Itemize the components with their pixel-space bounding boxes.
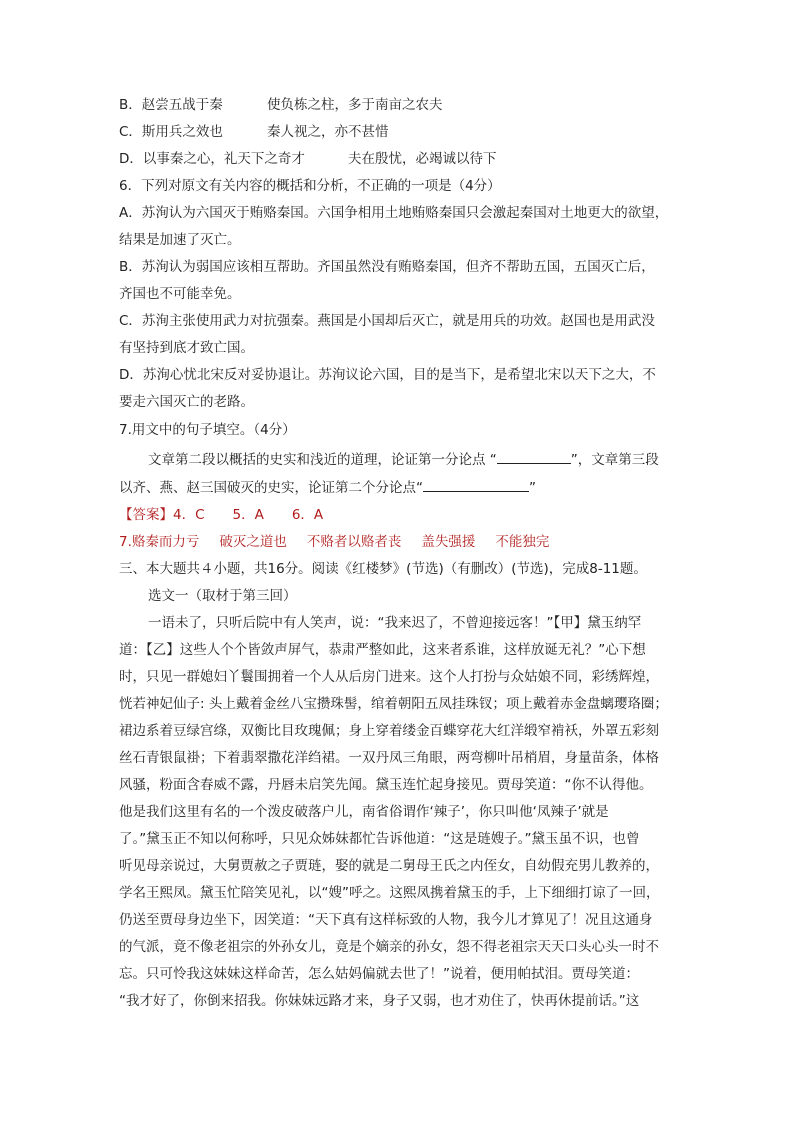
passage-line: 一语未了，只听后院中有人笑声，说：“我来迟了，不曾迎接远客！”【甲】黛玉纳罕 xyxy=(148,615,642,631)
passage-line: 了。”黛玉正不知以何称呼，只见众姊妹都忙告诉他道：“这是琏嫂子。”黛玉虽不识，也曾 xyxy=(119,831,640,847)
passage-line: 丝石青银鼠褂；下着翡翠撒花洋绉裙。一双丹凤三角眼，两弯柳叶吊梢眉，身量苗条，体格 xyxy=(119,750,659,766)
passage-line: 恍若神妃仙子: 头上戴着金丝八宝攒珠髻，绾着朝阳五凤挂珠钗；项上戴着赤金盘螭璎珞圈； xyxy=(119,696,668,712)
passage-line: 他是我们这里有名的一个泼皮破落户儿，南省俗谓作‘辣子’，你只叫他‘凤辣子’就是 xyxy=(119,804,609,820)
q6-line: B．苏洵认为弱国应该相互帮助。齐国虽然没有贿赂秦国，但齐不帮助五国，五国灭亡后， xyxy=(119,259,655,275)
q7-text-2b: ” xyxy=(529,480,536,496)
passage-line: 时，只见一群媳妇丫鬟围拥着一个人从后房门进来。这个人打扮与众姑娘不同，彩绣辉煌， xyxy=(119,669,659,685)
q6-line: 有坚持到底才致亡国。 xyxy=(119,340,254,356)
passage-line: 的气派，竟不像老祖宗的外孙女儿，竟是个嫡亲的孙女，怨不得老祖宗天天口头心头一时不 xyxy=(119,939,659,955)
option-d-left: D．以事秦之心，礼天下之奇才 xyxy=(119,151,305,167)
q7-text-1b: ”，文章第三段 xyxy=(570,452,659,468)
fill-blank-2[interactable] xyxy=(423,479,529,492)
answer-line xyxy=(119,507,679,523)
answer-item: 6．A xyxy=(291,507,324,523)
option-b-left: B．赵尝五战于秦 xyxy=(119,97,223,113)
answer-item: 4．C xyxy=(173,507,205,523)
q6-line: A．苏洵认为六国灭于贿赂秦国。六国争相用土地贿赂秦国只会激起秦国对土地更大的欲望， xyxy=(119,205,669,221)
answer-q7-prefix: 7. xyxy=(119,534,132,550)
answer-q7-item: 不能独完 xyxy=(495,534,550,550)
passage-line: 忘。只可怜我这妹妹这样命苦，怎么姑妈偏就去世了！”说着，便用帕拭泪。贾母笑道： xyxy=(119,966,639,982)
q6-stem: 6．下列对原文有关内容的概括和分析，不正确的一项是（4分） xyxy=(119,178,501,194)
q6-line: 要走六国灭亡的老路。 xyxy=(119,394,254,410)
passage-line: 学名王熙凤。黛玉忙陪笑见礼，以“嫂”呼之。这熙凤携着黛玉的手，上下细细打谅了一回， xyxy=(119,885,660,901)
option-b-right: 使负栋之柱，多于南亩之农夫 xyxy=(267,97,443,113)
passage-line: 听见母亲说过，大舅贾赦之子贾琏，娶的就是二舅母王氏之内侄女，自幼假充男儿教养的， xyxy=(119,858,659,874)
option-d-right: 夫在殷忧，必竭诚以待下 xyxy=(348,151,497,167)
q7-line-1 xyxy=(148,451,678,468)
passage-line: 裙边系着豆绿宫绦，双衡比目玫瑰佩；身上穿着缕金百蝶穿花大红洋缎窄褃袄，外罩五彩刻 xyxy=(119,723,659,739)
answer-item: 5．A xyxy=(232,507,264,523)
section3-intro: 三、本大题共４小题，共16分。阅读《红楼梦》(节选)（有删改）(节选)，完成8-11题。 xyxy=(119,561,647,577)
passage-line: 道：【乙】这些人个个皆敛声屏气，恭肃严整如此，这来者系谁，这样放诞无礼？”心下想 xyxy=(119,642,646,658)
option-c-right: 秦人视之，亦不甚惜 xyxy=(267,124,389,140)
passage-line: 风骚，粉面含春威不露，丹唇未启笑先闻。黛玉连忙起身接见。贾母笑道：“你不认得他。 xyxy=(119,777,653,793)
fill-blank-1[interactable] xyxy=(497,451,571,464)
answer-q7-item: 盖失强援 xyxy=(421,534,476,550)
option-c-left: C．斯用兵之效也 xyxy=(119,124,223,140)
passage-line: “我才好了，你倒来招我。你妹妹远路才来，身子又弱，也才劝住了，快再休提前话。”这 xyxy=(119,993,640,1009)
answer-q7-item: 赂秦而力亏 xyxy=(131,534,200,550)
passage-line: 仍送至贾母身边坐下，因笑道：“天下真有这样标致的人物，我今儿才算见了！况且这通身 xyxy=(119,912,653,928)
option-b xyxy=(119,97,679,113)
option-c xyxy=(119,124,679,140)
q6-line: 齐国也不可能幸免。 xyxy=(119,286,241,302)
q7-text-2a: 以齐、燕、赵三国破灭的史实，论证第二个分论点“ xyxy=(119,480,423,496)
option-d xyxy=(119,151,679,167)
answer-q7-item: 破灭之道也 xyxy=(219,534,287,550)
q6-line: C．苏洵主张使用武力对抗强秦。燕国是小国却后灭亡，就是用兵的功效。赵国也是用武没 xyxy=(119,313,655,329)
q6-line: D．苏洵心忧北宋反对妥协退让。苏洵议论六国，目的是当下，是希望北宋以天下之大，不 xyxy=(119,367,656,383)
answer-q7-item: 不赂者以赂者丧 xyxy=(306,534,402,550)
q7-stem: 7.用文中的句子填空。（4分） xyxy=(119,422,296,438)
q7-text-1a: 文章第二段以概括的史实和浅近的道理，论证第一分论点 “ xyxy=(148,452,497,468)
answer-q7-line xyxy=(119,534,679,550)
q7-line-2 xyxy=(119,479,679,496)
section3-source: 选文一（取材于第三回） xyxy=(148,588,297,604)
answer-tag: 【答案】 xyxy=(119,507,173,523)
q6-line: 结果是加速了灭亡。 xyxy=(119,232,241,248)
